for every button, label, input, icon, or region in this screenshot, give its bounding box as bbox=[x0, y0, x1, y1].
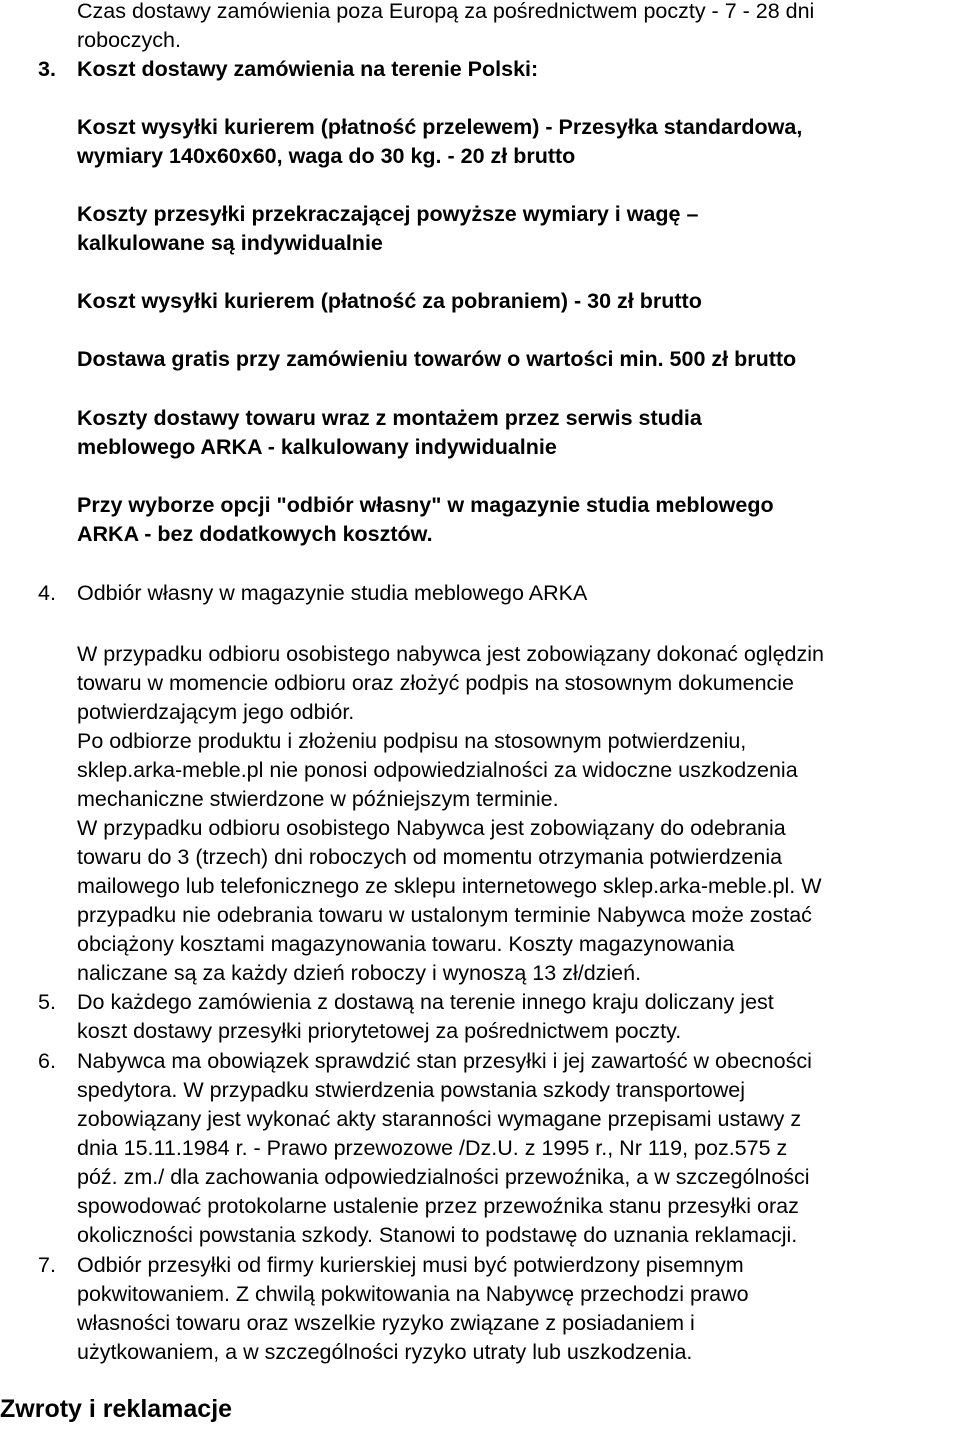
list-number-6: 6. bbox=[38, 1049, 56, 1073]
item3-free-delivery: Dostawa gratis przy zamówieniu towarów o wartości min. 500 zł brutto bbox=[77, 347, 797, 371]
item4-line: W przypadku odbioru osobistego Nabywca jest zobowiązany do odebrania bbox=[77, 816, 786, 840]
item6-line: zobowiązany jest wykonać akty staranności wymagane przepisami ustawy z bbox=[77, 1107, 802, 1131]
item3-courier-transfer-line-2: wymiary 140x60x60, waga do 30 kg. - 20 zł brutto bbox=[77, 144, 576, 168]
item4-line: mailowego lub telefonicznego ze sklepu internetowego sklep.arka-meble.pl. W bbox=[77, 874, 822, 898]
item4-line: przypadku nie odebrania towaru w ustalonym terminie Nabywca może zostać bbox=[77, 903, 812, 927]
item4-line: naliczane są za każdy dzień roboczy i wynoszą 13 zł/dzień. bbox=[77, 961, 642, 985]
list-number-7: 7. bbox=[38, 1253, 56, 1277]
item5-line: Do każdego zamówienia z dostawą na terenie innego kraju doliczany jest bbox=[77, 990, 774, 1014]
intro-line-2: roboczych. bbox=[77, 28, 181, 52]
item3-assembly-line-1: Koszty dostawy towaru wraz z montażem przez serwis studia bbox=[77, 406, 702, 430]
item4-line: towaru do 3 (trzech) dni roboczych od momentu otrzymania potwierdzenia bbox=[77, 845, 783, 869]
item3-pickup-line-1: Przy wyborze opcji "odbiór własny" w magazynie studia meblowego bbox=[77, 493, 774, 517]
item3-oversize-line-2: kalkulowane są indywidualnie bbox=[77, 231, 383, 255]
list-number-4: 4. bbox=[38, 581, 56, 605]
item4-line: Po odbiorze produktu i złożeniu podpisu na stosownym potwierdzeniu, bbox=[77, 729, 747, 753]
item3-cod-cost: Koszt wysyłki kurierem (płatność za pobraniem) - 30 zł brutto bbox=[77, 289, 702, 313]
item6-line: póź. zm./ dla zachowania odpowiedzialności przewoźnika, a w szczególności bbox=[77, 1165, 810, 1189]
item4-line: sklep.arka-meble.pl nie ponosi odpowiedzialności za widoczne uszkodzenia bbox=[77, 758, 798, 782]
item4-line: towaru w momencie odbioru oraz złożyć podpis na stosownym dokumencie bbox=[77, 671, 795, 695]
item3-title: Koszt dostawy zamówienia na terenie Polski: bbox=[77, 57, 539, 81]
item6-line: dnia 15.11.1984 r. - Prawo przewozowe /Dz.U. z 1995 r., Nr 119, poz.575 z bbox=[77, 1136, 788, 1160]
item7-line: użytkowaniem, a w szczególności ryzyko utraty lub uszkodzenia. bbox=[77, 1340, 693, 1364]
item3-pickup-line-2: ARKA - bez dodatkowych kosztów. bbox=[77, 522, 433, 546]
item3-courier-transfer-line-1: Koszt wysyłki kurierem (płatność przelewem) - Przesyłka standardowa, bbox=[77, 115, 803, 139]
item5-line: koszt dostawy przesyłki priorytetowej za pośrednictwem poczty. bbox=[77, 1019, 682, 1043]
item4-line: W przypadku odbioru osobistego nabywca jest zobowiązany dokonać oględzin bbox=[77, 642, 824, 666]
intro-line-1: Czas dostawy zamówienia poza Europą za pośrednictwem poczty - 7 - 28 dni bbox=[77, 0, 815, 23]
item7-line: własności towaru oraz wszelkie ryzyko związane z posiadaniem i bbox=[77, 1311, 695, 1335]
item4-line: potwierdzającym jego odbiór. bbox=[77, 700, 355, 724]
item6-line: okoliczności powstania szkody. Stanowi to podstawę do uznania reklamacji. bbox=[77, 1223, 798, 1247]
section-heading-returns: Zwroty i reklamacje bbox=[0, 1395, 233, 1423]
item6-line: Nabywca ma obowiązek sprawdzić stan przesyłki i jej zawartość w obecności bbox=[77, 1049, 812, 1073]
item3-assembly-line-2: meblowego ARKA - kalkulowany indywidualnie bbox=[77, 435, 557, 459]
item4-title: Odbiór własny w magazynie studia meblowego ARKA bbox=[77, 581, 588, 605]
item3-oversize-line-1: Koszty przesyłki przekraczającej powyższe wymiary i wagę – bbox=[77, 202, 699, 226]
item6-line: spowodować protokolarne ustalenie przez przewoźnika stanu przesyłki oraz bbox=[77, 1194, 799, 1218]
item4-line: mechaniczne stwierdzone w późniejszym terminie. bbox=[77, 787, 559, 811]
item7-line: Odbiór przesyłki od firmy kurierskiej musi być potwierdzony pisemnym bbox=[77, 1253, 744, 1277]
item7-line: pokwitowaniem. Z chwilą pokwitowania na Nabywcę przechodzi prawo bbox=[77, 1282, 749, 1306]
item4-line: obciążony kosztami magazynowania towaru. Koszty magazynowania bbox=[77, 932, 735, 956]
list-number-5: 5. bbox=[38, 990, 56, 1014]
item6-line: spedytora. W przypadku stwierdzenia powstania szkody transportowej bbox=[77, 1078, 746, 1102]
list-number-3: 3. bbox=[38, 57, 56, 81]
